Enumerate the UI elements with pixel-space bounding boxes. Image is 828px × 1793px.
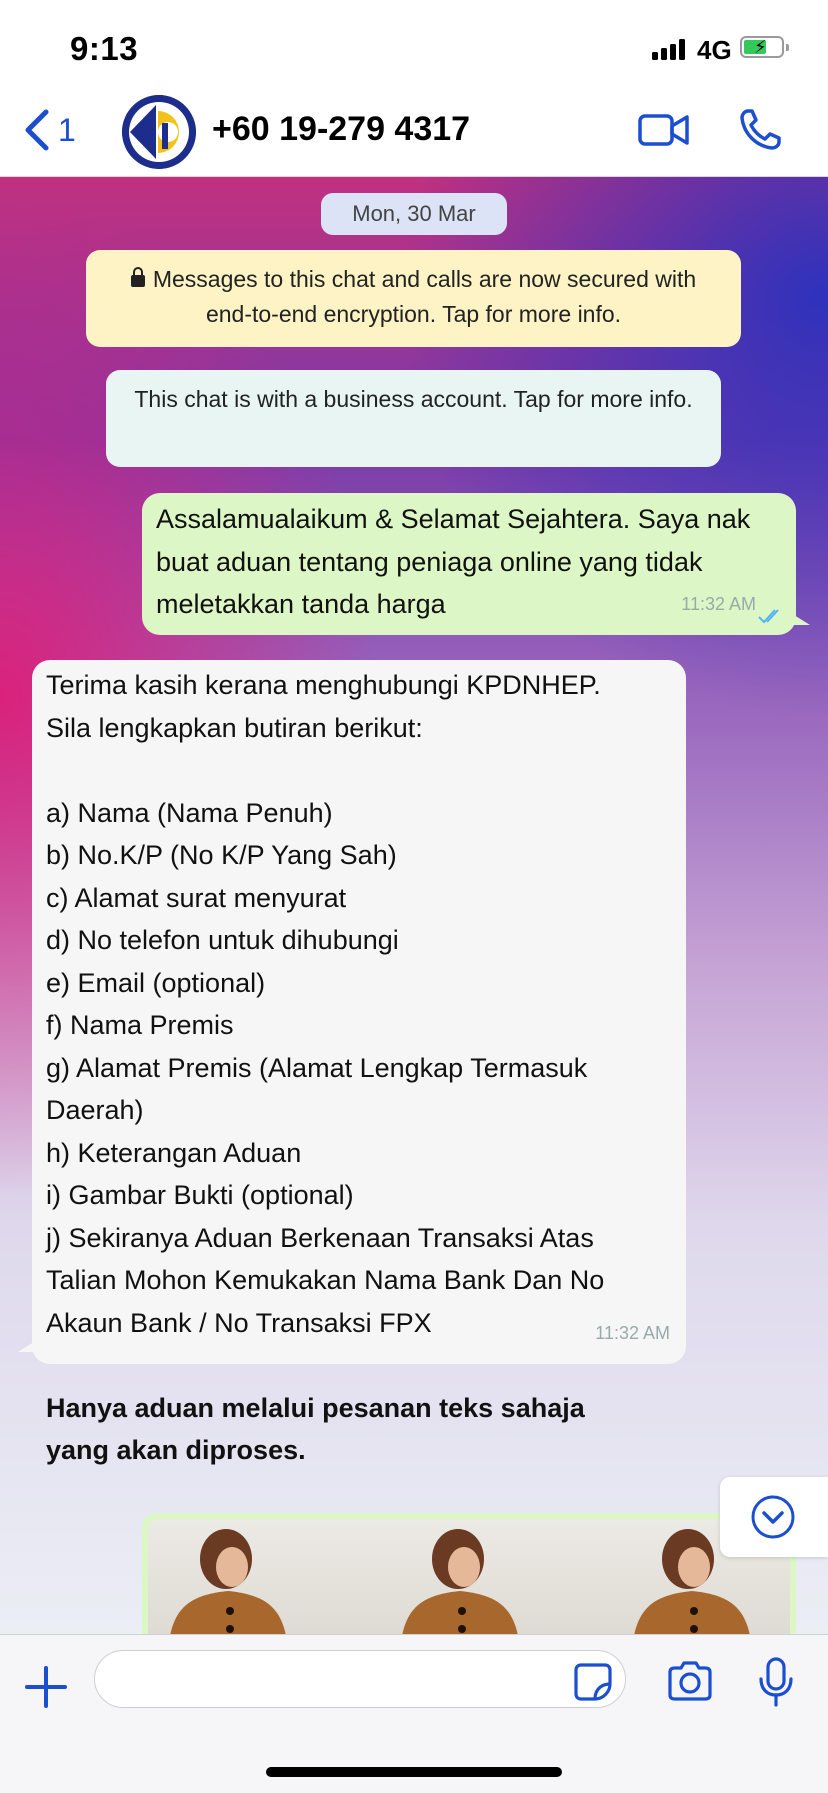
- message-line: c) Alamat surat menyurat: [46, 882, 347, 913]
- message-line: b) No.K/P (No K/P Yang Sah): [46, 840, 397, 870]
- message-line: Akaun Bank / No Transaksi FPX: [46, 1307, 432, 1338]
- home-indicator[interactable]: [266, 1767, 562, 1777]
- contact-name[interactable]: +60 19-279 4317: [212, 110, 471, 148]
- message-line: h) Keterangan Aduan: [46, 1137, 302, 1168]
- message-line: Assalamualaikum & Selamat Sejahtera. Saya nak: [156, 504, 751, 534]
- sticker-icon[interactable]: [573, 1662, 613, 1702]
- message-input[interactable]: [94, 1650, 626, 1708]
- photo-content: [148, 1519, 790, 1634]
- message-input-bar: [0, 1634, 828, 1793]
- scroll-to-bottom-button[interactable]: [720, 1477, 828, 1557]
- network-type: 4G: [697, 35, 732, 65]
- chat-area[interactable]: [0, 177, 828, 1634]
- date-separator: Mon, 30 Mar: [321, 193, 507, 235]
- read-receipt-icon: [758, 607, 784, 625]
- message-time: 11:32 AM: [595, 1322, 670, 1343]
- chevron-left-icon: [22, 108, 50, 152]
- message-line: a) Nama (Nama Penuh): [46, 797, 333, 828]
- status-bar: [0, 0, 828, 88]
- message-time: 11:32 AM: [681, 593, 756, 614]
- battery-icon: [740, 36, 784, 58]
- chat-header: [0, 88, 828, 177]
- lock-icon: [131, 275, 145, 287]
- incoming-message[interactable]: [32, 660, 686, 1465]
- video-call-icon[interactable]: [638, 110, 690, 150]
- plus-icon[interactable]: [24, 1665, 68, 1709]
- business-notice-text: This chat is with a business account. Tap for more info.: [134, 386, 693, 412]
- logo-icon: [122, 95, 196, 169]
- encryption-notice-text: Messages to this chat and calls are now secured with end-to-end encryption. Tap for more info.: [152, 266, 697, 327]
- unread-count: 1: [58, 111, 76, 148]
- message-line: meletakkan tanda harga: [156, 589, 446, 619]
- message-line: [46, 749, 672, 792]
- message-line: Daerah): [46, 1095, 144, 1125]
- message-line-bold: Hanya aduan melalui pesanan teks sahaja: [46, 1392, 585, 1423]
- bubble-tail: [18, 1342, 34, 1352]
- message-line: j) Sekiranya Aduan Berkenaan Transaksi Atas: [46, 1222, 594, 1253]
- message-line: Talian Mohon Kemukakan Nama Bank Dan No: [46, 1265, 605, 1295]
- message-line: e) Email (optional): [46, 967, 266, 998]
- signal-icon: [652, 38, 686, 60]
- product-photo[interactable]: [148, 1519, 790, 1634]
- message-line: [46, 1344, 672, 1387]
- business-account-notice[interactable]: [106, 370, 721, 467]
- message-line: d) No telefon untuk dihubungi: [46, 925, 399, 955]
- camera-icon[interactable]: [666, 1660, 714, 1702]
- encryption-notice[interactable]: [86, 250, 741, 347]
- message-line: f) Nama Premis: [46, 1010, 234, 1040]
- message-line: g) Alamat Premis (Alamat Lengkap Termasuk: [46, 1052, 588, 1083]
- message-line-bold: yang akan diproses.: [46, 1435, 306, 1465]
- image-message[interactable]: [142, 1513, 796, 1634]
- chevron-down-icon: [750, 1494, 796, 1540]
- charging-bolt-icon: ⚡: [754, 37, 767, 57]
- outgoing-message[interactable]: [142, 493, 796, 635]
- message-line: buat aduan tentang peniaga online yang tidak: [156, 546, 703, 577]
- phone-call-icon[interactable]: [738, 108, 782, 152]
- status-time: 9:13: [70, 30, 139, 67]
- message-line: i) Gambar Bukti (optional): [46, 1180, 354, 1210]
- microphone-icon[interactable]: [758, 1657, 794, 1707]
- message-line: Sila lengkapkan butiran berikut:: [46, 712, 423, 743]
- message-line: Terima kasih kerana menghubungi KPDNHEP.: [46, 670, 601, 700]
- back-button[interactable]: [22, 108, 76, 152]
- bubble-tail: [794, 615, 810, 625]
- contact-avatar[interactable]: [122, 95, 196, 169]
